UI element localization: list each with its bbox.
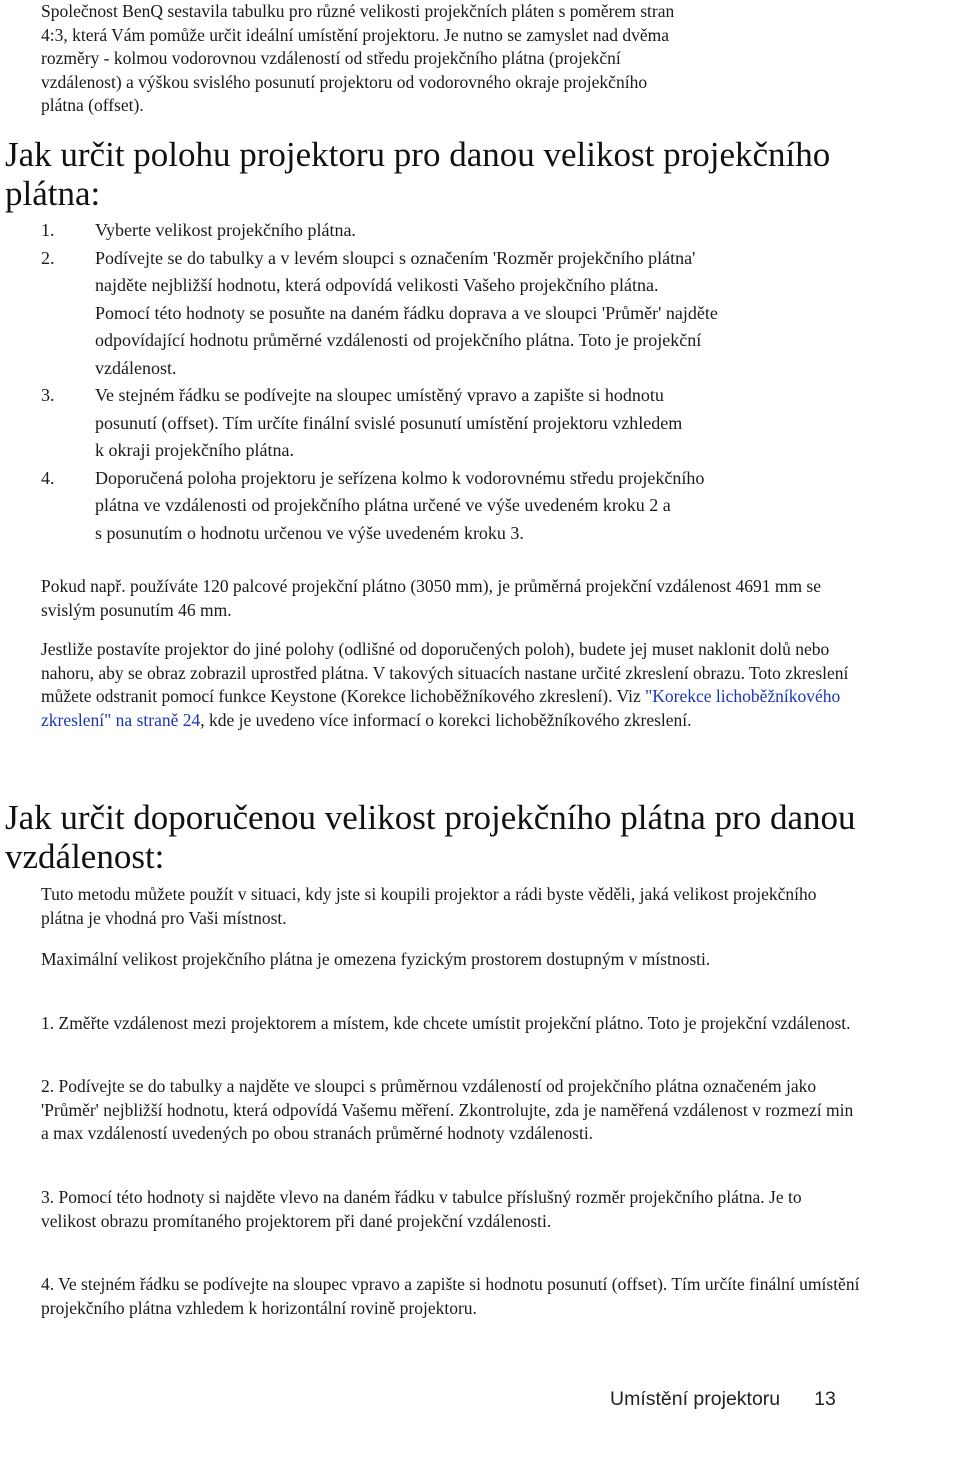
- section2-heading: Jak určit doporučenou velikost projekčního plátna pro danou vzdálenost:: [5, 798, 856, 876]
- section1-heading: Jak určit polohu projektoru pro danou velikost projekčního plátna:: [5, 135, 831, 213]
- step-line: vzdálenost.: [95, 357, 177, 378]
- example-paragraph: [41, 575, 861, 622]
- section1-steps: [41, 217, 921, 547]
- keystone-text-before: Jestliže postavíte projektor do jiné polohy (odlišné od doporučených poloh), budete jej muset naklonit dolů nebo nahoru, aby se obraz zobrazil uprostřed plátna. V takových situacích nastane určité zkreslení obrazu. Toto zkreslení můžete odstranit pomocí funkce Keystone (Korekce lichoběžníkového zkreslení). Viz: [41, 639, 849, 706]
- step-item: [41, 382, 921, 465]
- section2-paragraph: [41, 948, 861, 972]
- section2-text: Tuto metodu můžete použít v situaci, kdy jste si koupili projektor a rádi byste věděli, jaká velikost projekčního plátna je vhodná pro Vaši místnost.: [41, 884, 817, 928]
- step-number: 4.: [41, 467, 55, 488]
- keystone-paragraph: [41, 638, 861, 732]
- section2-paragraph: [41, 1273, 861, 1320]
- section2-text: 3. Pomocí této hodnoty si najděte vlevo na daném řádku v tabulce příslušný rozměr projekčního plátna. Je to velikost obrazu promítaného projektorem při dané projekční vzdálenosti.: [41, 1187, 802, 1231]
- step-number: 2.: [41, 247, 55, 268]
- step-line: Pomocí této hodnoty se posuňte na daném řádku doprava a ve sloupci 'Průměr' najděte: [95, 302, 718, 323]
- section2-text: 2. Podívejte se do tabulky a najděte ve sloupci s průměrnou vzdáleností od projekčního plátna označeném jako 'Průměr' nejbližší hodnotu, která odpovídá Vašemu měření. Zkontrolujte, zda je naměřená vzdálenost v rozmezí min a max vzdáleností uvedených po obou stranách průměrné hodnoty vzdálenosti.: [41, 1076, 854, 1143]
- step-line: Doporučená poloha projektoru je seřízena kolmo k vodorovnému středu projekčního: [95, 467, 705, 488]
- section2-paragraph: [41, 1012, 861, 1036]
- step-item: [41, 217, 921, 245]
- section2-text: 1. Změřte vzdálenost mezi projektorem a místem, kde chcete umístit projekční plátno. Toto je projekční vzdálenost.: [41, 1013, 851, 1033]
- section2-paragraph: [41, 1186, 861, 1233]
- footer-section-title: Umístění projektoru: [610, 1388, 781, 1410]
- page-footer: [610, 1388, 836, 1411]
- step-line: k okraji projekčního plátna.: [95, 440, 294, 460]
- step-line: plátna ve vzdálenosti od projekčního plátna určené ve výše uvedeném kroku 2 a: [95, 495, 671, 515]
- step-line: Vyberte velikost projekčního plátna.: [95, 220, 356, 240]
- step-line: s posunutím o hodnotu určenou ve výše uvedeném kroku 3.: [95, 522, 524, 543]
- intro-line: Společnost BenQ sestavila tabulku pro různé velikosti projekčních pláten s poměrem stran: [41, 1, 675, 21]
- keystone-text: [41, 638, 861, 732]
- section2-paragraph: [41, 883, 861, 930]
- intro-line: 4:3, která Vám pomůže určit ideální umístění projektoru. Je nutno se zamyslet nad dvěma: [41, 24, 670, 45]
- intro-paragraph: [41, 0, 861, 118]
- keystone-text-after: , kde je uvedeno více informací o korekci lichoběžníkového zkreslení.: [200, 709, 692, 730]
- intro-line: rozměry - kolmou vodorovnou vzdáleností od středu projekčního plátna (projekční: [41, 48, 621, 68]
- step-number: 3.: [41, 385, 55, 405]
- step-line: Ve stejném řádku se podívejte na sloupec umístěný vpravo a zapište si hodnotu: [95, 385, 664, 405]
- step-item: [41, 465, 921, 548]
- step-line: posunutí (offset). Tím určíte finální svislé posunutí umístění projektoru vzhledem: [95, 412, 683, 433]
- step-line: Podívejte se do tabulky a v levém sloupci s označením 'Rozměr projekčního plátna': [95, 247, 696, 268]
- section2-text: 4. Ve stejném řádku se podívejte na sloupec vpravo a zapište si hodnotu posunutí (offset). Tím určíte finální umístění projekčního plátna vzhledem k horizontální rovině projektoru.: [41, 1274, 860, 1318]
- step-number: 1.: [41, 220, 55, 240]
- step-line: najděte nejbližší hodnotu, která odpovídá velikosti Vašeho projekčního plátna.: [95, 275, 659, 295]
- section2-paragraph: [41, 1075, 861, 1146]
- step-item: [41, 245, 921, 383]
- section2-text: Maximální velikost projekčního plátna je omezena fyzickým prostorem dostupným v místnosti.: [41, 949, 711, 969]
- intro-line: vzdálenost) a výškou svislého posunutí projektoru od vodorovného okraje projekčního: [41, 71, 648, 92]
- page-number: 13: [814, 1388, 836, 1410]
- step-line: odpovídající hodnotu průměrné vzdálenosti od projekčního plátna. Toto je projekční: [95, 330, 702, 350]
- intro-line: plátna (offset).: [41, 95, 144, 115]
- keystone-link[interactable]: "Korekce lichoběžníkového zkreslení" na straně 24: [41, 686, 841, 730]
- example-text: Pokud např. používáte 120 palcové projekční plátno (3050 mm), je průměrná projekční vzdálenost 4691 mm se svislým posunutím 46 mm.: [41, 576, 822, 620]
